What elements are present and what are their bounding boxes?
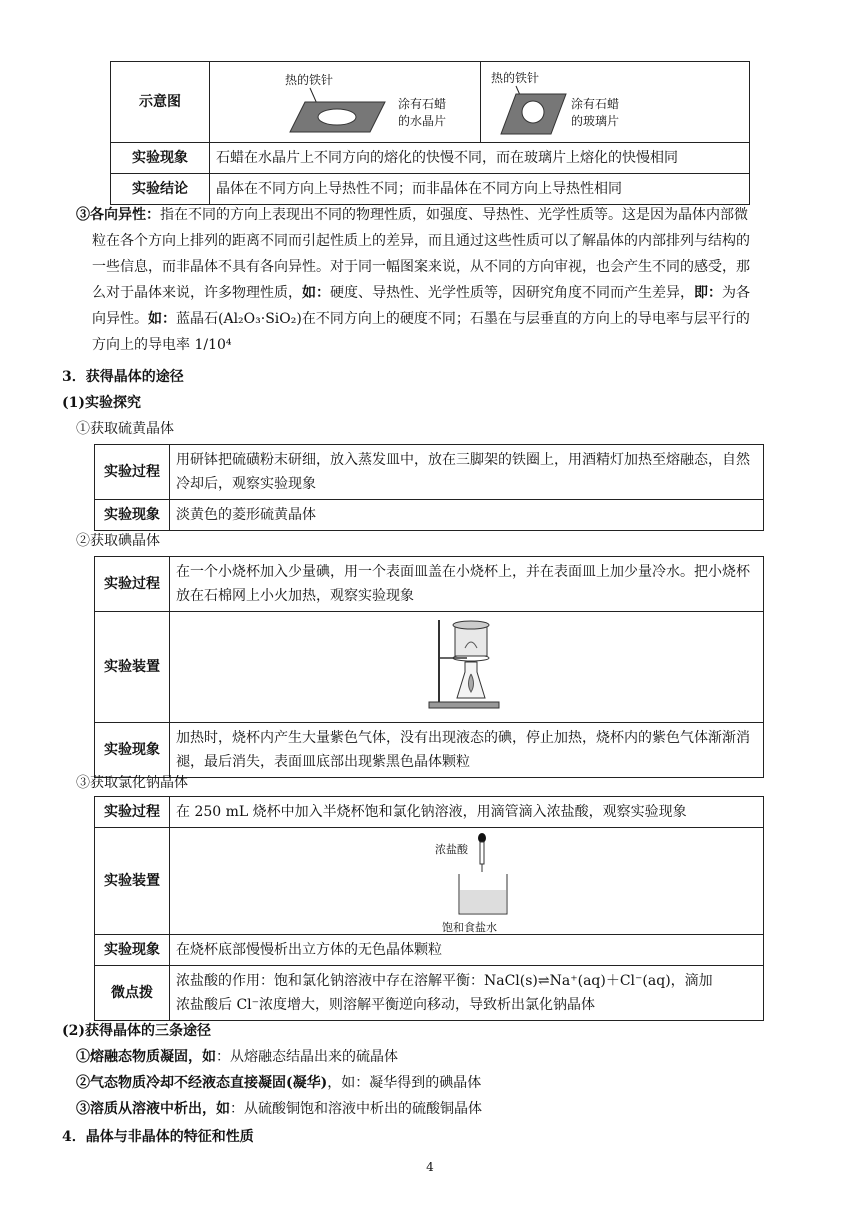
table-row-label: 实验现象 [95, 500, 170, 531]
table-cell: 在烧杯底部慢慢析出立方体的无色晶体颗粒 [170, 935, 764, 966]
table-cell: 晶体在不同方向上导热性不同；而非晶体在不同方向上导热性相同 [210, 174, 750, 205]
text: 蓝晶石(Al₂O₃·SiO₂)在不同方向上的硬度不同；石墨在与层垂直的方向上的导电率与层平行的 [176, 311, 750, 327]
table-row-label: 实验结论 [111, 174, 210, 205]
text-bold: 如： [148, 311, 176, 327]
table-row-label: 实验过程 [95, 797, 170, 828]
text: ：从熔融态结晶出来的硫晶体 [216, 1049, 398, 1065]
iodine-sublimation-apparatus [427, 614, 507, 712]
nacl-apparatus-cell [170, 828, 764, 935]
hot-needle-label: 热的铁针 [491, 71, 540, 85]
table-row-label: 实验现象 [95, 723, 170, 778]
text-bold: ②气态物质冷却不经液态直接凝固(凝华) [76, 1075, 328, 1091]
text: 为各 [722, 285, 750, 301]
text: 指在不同的方向上表现出不同的物理性质，如强度、导热性、光学性质等。这是因为晶体内部微 [160, 207, 748, 223]
text: ：从硫酸铜饱和溶液中析出的硫酸铜晶体 [230, 1101, 482, 1117]
table-row-label: 实验现象 [111, 143, 210, 174]
paragraph-line: 一些信息，而非晶体不具有各向异性。对于同一幅图案来说，从不同的方向审视，也会产生不同的感受，那 [92, 259, 750, 275]
text-bold: ③溶质从溶液中析出，如 [76, 1101, 230, 1117]
paragraph-line: 粒在各个方向上排列的距离不同而引起性质上的差异，而且通过这些性质可以了解晶体的内部排列与结构的 [92, 233, 750, 249]
paragraph-line [76, 202, 828, 228]
way-item [76, 1096, 828, 1122]
section-heading: 3．获得晶体的途径 [62, 369, 184, 385]
tip-line: 浓盐酸后 Cl⁻浓度增大，则溶解平衡逆向移动，导致析出氯化钠晶体 [176, 997, 596, 1013]
table-cell [170, 966, 764, 1021]
table-row-label: 微点拨 [95, 966, 170, 1021]
table-cell: 在一个小烧杯加入少量碘，用一个表面皿盖在小烧杯上，并在表面皿上加少量冷水。把小烧杯放在石棉网上小火加热，观察实验现象 [170, 557, 764, 612]
paragraph-line [92, 306, 812, 332]
table-iodine [94, 556, 764, 778]
paragraph-line [92, 280, 812, 306]
text: 么对于晶体来说，许多物理性质， [92, 285, 302, 301]
text-bold: 如： [302, 285, 330, 301]
text: 向异性。 [92, 311, 148, 327]
glass-plate-label: 涂有石蜡 的玻璃片 [571, 97, 620, 128]
table-cell: 用研钵把硫磺粉末研细，放入蒸发皿中，放在三脚架的铁圈上，用酒精灯加热至熔融态，自然冷却后，观察实验现象 [170, 445, 764, 500]
way-item [76, 1070, 828, 1096]
beaker-label: 饱和食盐水 [442, 921, 497, 934]
page-number: 4 [426, 1160, 434, 1174]
item-heading: ③获取氯化钠晶体 [76, 775, 188, 791]
subsection-heading: (1)实验探究 [62, 395, 141, 411]
text-bold: 即： [694, 285, 722, 301]
table-row-label: 实验过程 [95, 557, 170, 612]
table-cell: 加热时，烧杯内产生大量紫色气体，没有出现液态的碘，停止加热，烧杯内的紫色气体渐渐消褪，最后消失，表面皿底部出现紫黑色晶体颗粒 [170, 723, 764, 778]
dropper-label: 浓盐酸 [435, 843, 468, 856]
item-heading: ①获取硫黄晶体 [76, 421, 174, 437]
table-row-label: 实验过程 [95, 445, 170, 500]
text: 硬度、导热性、光学性质等，因研究角度不同而产生差异， [330, 285, 694, 301]
quartz-diagram-cell [210, 62, 481, 143]
tip-line: 浓盐酸的作用：饱和氯化钠溶液中存在溶解平衡：NaCl(s)⇌Na⁺(aq)＋Cl⁻(aq)，滴加 [176, 973, 713, 989]
text: ，如：凝华得到的碘晶体 [327, 1075, 482, 1091]
hot-needle-label: 热的铁针 [285, 73, 334, 87]
way-item [76, 1044, 828, 1070]
term-bold: ③各向异性： [76, 207, 160, 223]
table-anisotropy [110, 61, 750, 205]
dropper-beaker-apparatus [455, 832, 515, 918]
iodine-apparatus-cell [170, 612, 764, 723]
table-cell: 石蜡在水晶片上不同方向的熔化的快慢不同，而在玻璃片上熔化的快慢相同 [210, 143, 750, 174]
table-row-label: 实验装置 [95, 612, 170, 723]
subsection-heading: (2)获得晶体的三条途径 [62, 1023, 211, 1039]
table-nacl [94, 796, 764, 1021]
glass-diagram-cell [481, 62, 750, 143]
table-row-label: 实验现象 [95, 935, 170, 966]
item-heading: ②获取碘晶体 [76, 533, 160, 549]
table-sulfur [94, 444, 764, 531]
table-cell: 淡黄色的菱形硫黄晶体 [170, 500, 764, 531]
quartz-plate-label: 涂有石蜡 的水晶片 [398, 97, 447, 128]
section-heading: 4．晶体与非晶体的特征和性质 [62, 1129, 254, 1145]
table-cell: 在 250 mL 烧杯中加入半烧杯饱和氯化钠溶液，用滴管滴入浓盐酸，观察实验现象 [170, 797, 764, 828]
paragraph-line: 方向上的导电率 1/10⁴ [92, 337, 232, 353]
table-row-label: 实验装置 [95, 828, 170, 935]
text-bold: ①熔融态物质凝固，如 [76, 1049, 216, 1065]
table-row-label: 示意图 [111, 62, 210, 143]
